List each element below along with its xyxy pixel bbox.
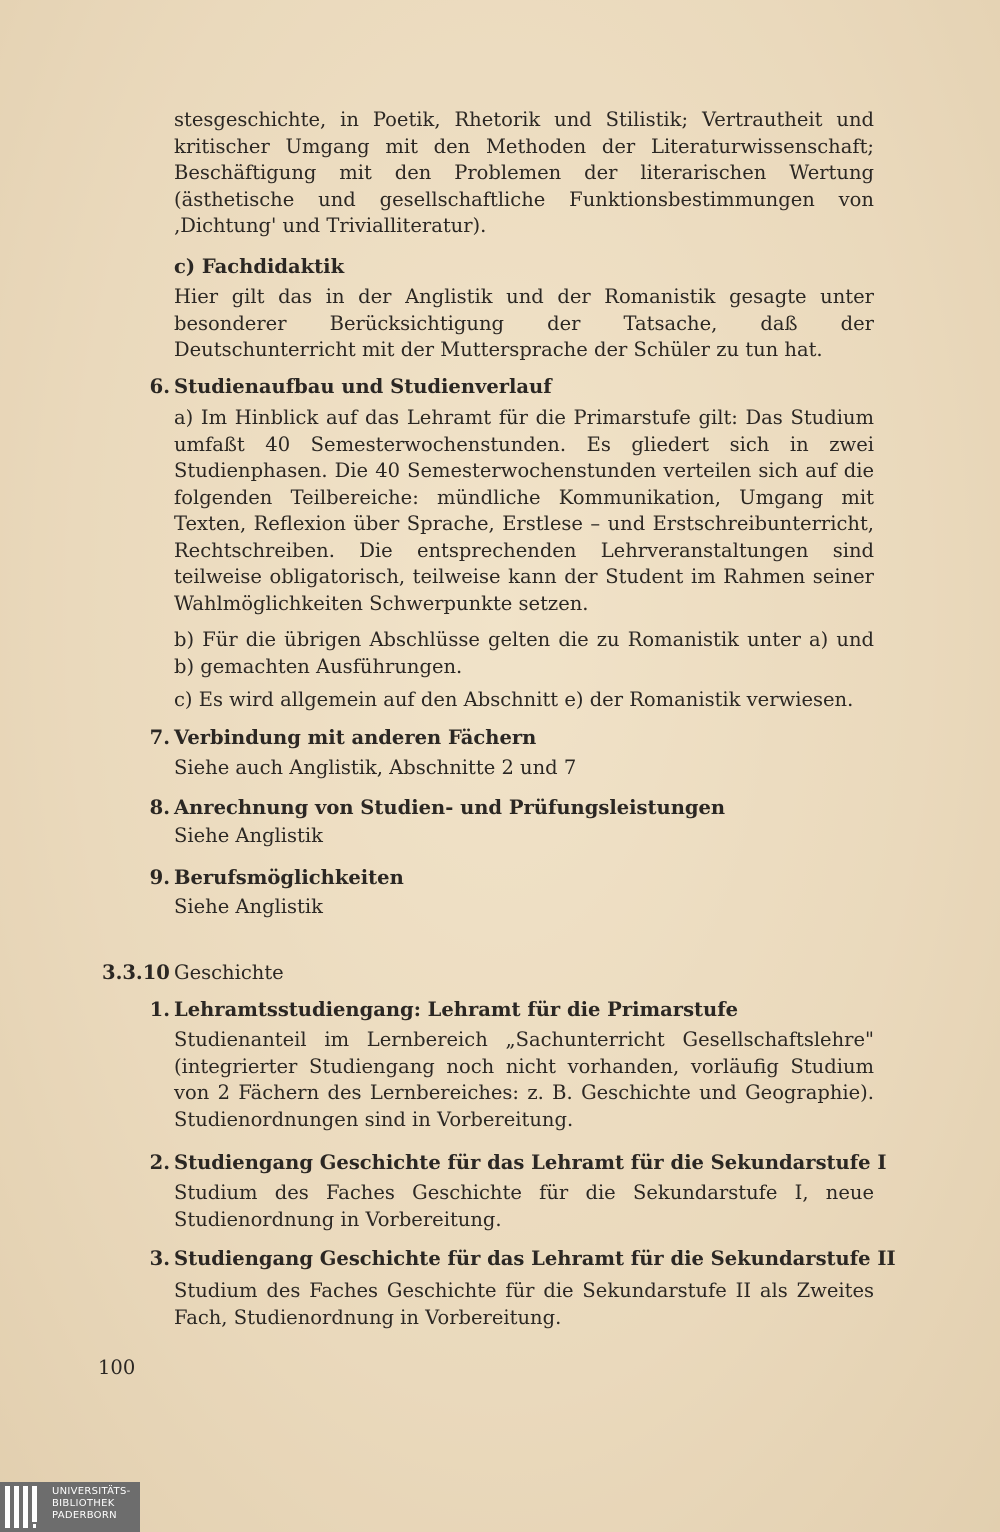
section-8-number: 8.	[149, 796, 170, 819]
geschichte-item-1-heading: Lehramtsstudiengang: Lehramt für die Primarstufe	[174, 998, 739, 1021]
section-3-3-10-number: 3.3.10	[102, 961, 170, 984]
section-6-number: 6.	[149, 375, 170, 398]
section-9-text: Siehe Anglistik	[174, 895, 323, 918]
library-logo-text: UNIVERSITÄTS- BIBLIOTHEK PADERBORN	[52, 1486, 131, 1521]
geschichte-item-2-number: 2.	[149, 1151, 170, 1174]
section-9-number: 9.	[149, 866, 170, 889]
section-7-heading: Verbindung mit anderen Fächern	[174, 726, 537, 749]
geschichte-item-1-number: 1.	[149, 998, 170, 1021]
geschichte-item-2-text: Studium des Faches Geschichte für die Sekundarstufe I, neue Studienordnung in Vorbereitung.	[174, 1181, 874, 1231]
section-8-text: Siehe Anglistik	[174, 824, 323, 847]
section-7-number: 7.	[149, 726, 170, 749]
intro-paragraph: stesgeschichte, in Poetik, Rhetorik und Stilistik; Vertrautheit und kritischer Umgang mit den Methoden der Literaturwissenschaft; Beschäftigung mit den Problemen der literarischen Wertung (ästhetische und gesellschaftliche Funktionsbestimmungen von ‚Dichtung' und Trivialliteratur).	[174, 108, 874, 237]
section-geschichte-heading: Geschichte	[174, 961, 284, 984]
section-6-paragraph-c: c) Es wird allgemein auf den Abschnitt e) der Romanistik verwiesen.	[174, 688, 854, 711]
section-9-heading: Berufsmöglichkeiten	[174, 866, 404, 889]
section-7-text: Siehe auch Anglistik, Abschnitte 2 und 7	[174, 756, 577, 779]
library-logo-bar	[0, 1482, 140, 1532]
section-6-paragraph-a: a) Im Hinblick auf das Lehramt für die Primarstufe gilt: Das Studium umfaßt 40 Semesterwochenstunden. Es gliedert sich in zwei Studienphasen. Die 40 Semesterwochenstunden verteilen sich auf die folgenden Teilbereiche: mündliche Kommunikation, Umgang mit Texten, Reflexion über Sprache, Erstlese – und Erstschreibunterricht, Rechtschreiben. Die entsprechenden Lehrveranstaltungen sind teilweise obligatorisch, teilweise kann der Student im Rahmen seiner Wahlmöglichkeiten Schwerpunkte setzen.	[174, 406, 874, 615]
geschichte-item-3-heading: Studiengang Geschichte für das Lehramt für die Sekundarstufe II	[174, 1247, 896, 1270]
geschichte-item-1-text: Studienanteil im Lernbereich „Sachunterricht Gesellschaftslehre" (integrierter Studiengang noch nicht vorhanden, vorläufig Studium von 2 Fächern des Lernbereiches: z. B. Geschichte und Geographie). Studienordnungen sind in Vorbereitung.	[174, 1028, 874, 1131]
geschichte-item-2-heading: Studiengang Geschichte für das Lehramt für die Sekundarstufe I	[174, 1151, 887, 1174]
fachdidaktik-paragraph: Hier gilt das in der Anglistik und der Romanistik gesagte unter besonderer Berücksichtigung der Tatsache, daß der Deutschunterricht mit der Muttersprache der Schüler zu tun hat.	[174, 285, 874, 361]
fachdidaktik-heading: c) Fachdidaktik	[174, 255, 345, 278]
barcode-logo-icon	[5, 1486, 45, 1528]
section-6-heading: Studienaufbau und Studienverlauf	[174, 375, 552, 398]
geschichte-item-3-text: Studium des Faches Geschichte für die Sekundarstufe II als Zweites Fach, Studienordnung in Vorbereitung.	[174, 1279, 874, 1329]
section-6-paragraph-b: b) Für die übrigen Abschlüsse gelten die zu Romanistik unter a) und b) gemachten Ausführungen.	[174, 628, 874, 678]
geschichte-item-3-number: 3.	[149, 1247, 170, 1270]
page-number: 100	[98, 1356, 136, 1379]
section-8-heading: Anrechnung von Studien- und Prüfungsleistungen	[174, 796, 726, 819]
